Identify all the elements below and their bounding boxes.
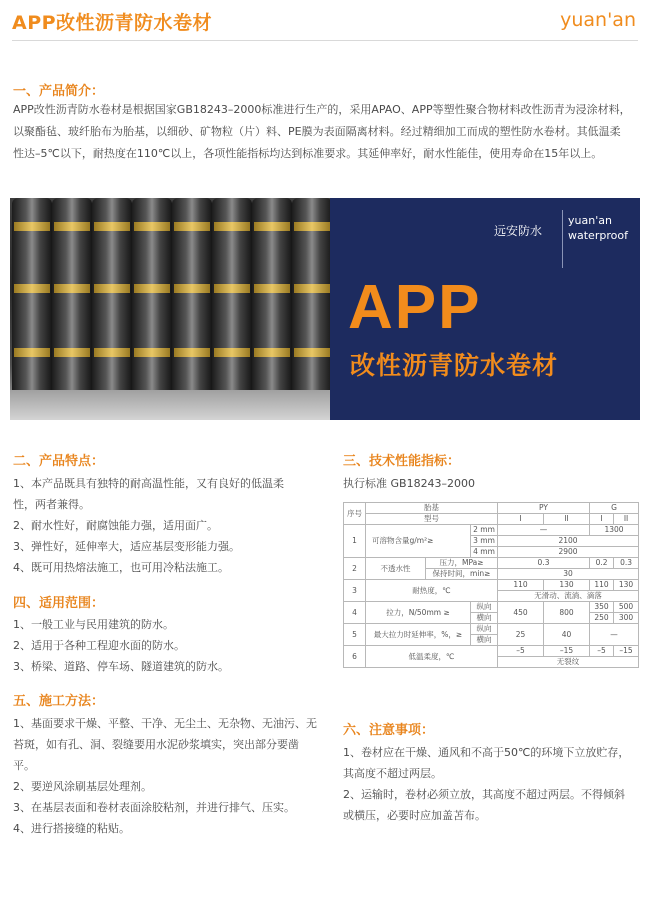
roll-image: [92, 198, 132, 398]
table-cell: 压力，MPa≥: [426, 558, 498, 569]
table-header-base: 胎基: [366, 503, 498, 514]
table-cell: 350: [590, 602, 614, 613]
list-item: 1、一般工业与民用建筑的防水。: [13, 618, 174, 631]
table-cell: 6: [344, 646, 366, 668]
table-cell: –5: [498, 646, 544, 657]
table-cell: 250: [590, 613, 614, 624]
table-row: [344, 503, 639, 514]
roll-image: [252, 198, 292, 398]
table-cell: 30: [498, 569, 639, 580]
table-row: [344, 514, 639, 525]
list-item: 3、桥梁、道路、停车场、隧道建筑的防水。: [13, 660, 229, 673]
list-item: 2、适用于各种工程迎水面的防水。: [13, 639, 185, 652]
table-row: [344, 525, 639, 536]
page-title: APP改性沥青防水卷材: [12, 12, 213, 34]
roll-image: [12, 198, 52, 398]
table-cell: 保持时间，min≥: [426, 569, 498, 580]
banner-cn-brand: 远安防水: [494, 224, 543, 238]
roll-image: [132, 198, 172, 398]
table-cell: 最大拉力时延伸率，%，≥: [366, 624, 471, 646]
table-cell: 纵向: [471, 602, 498, 613]
list-item: 3、弹性好，延伸率大，适应基层变形能力强。: [13, 540, 240, 553]
table-row: [344, 580, 639, 591]
table-cell: 2100: [498, 536, 639, 547]
table-header-py: PY: [498, 503, 590, 514]
table-cell: 无滑动、流淌、滴落: [498, 591, 639, 602]
roll-image: [52, 198, 92, 398]
table-cell: 110: [590, 580, 614, 591]
list-item: 2、耐水性好，耐腐蚀能力强，适用面广。: [13, 519, 218, 532]
list-item: 其高度不超过两层。: [343, 767, 442, 780]
table-cell: 0.3: [498, 558, 590, 569]
table-cell: 40: [544, 624, 590, 646]
floor: [10, 390, 330, 420]
table-header-no: 序号: [344, 503, 366, 525]
table-row: [344, 602, 639, 613]
table-cell: 无裂纹: [498, 657, 639, 668]
list-item: 性，两者兼得。: [13, 498, 90, 511]
features-list: [13, 473, 328, 578]
table-cell: –15: [614, 646, 639, 657]
table-cell: 4: [344, 602, 366, 624]
table-cell: 低温柔度，℃: [366, 646, 498, 668]
method-list: [13, 713, 328, 839]
banner-big-title: APP: [348, 273, 482, 342]
list-item: 1、本产品既具有独特的耐高温性能，又有良好的低温柔: [13, 477, 284, 490]
table-cell: 横向: [471, 613, 498, 624]
table-cell: 2: [344, 558, 366, 580]
table-cell: 3 mm: [471, 536, 498, 547]
list-item: 或横压，必要时应加盖苫布。: [343, 809, 486, 822]
table-cell: 4 mm: [471, 547, 498, 558]
list-item: 平。: [13, 759, 35, 772]
product-banner: [10, 198, 640, 420]
section-notes-heading: 六、注意事项：: [343, 723, 435, 738]
table-cell: 纵向: [471, 624, 498, 635]
banner-title-panel: [330, 198, 640, 420]
section-scope-heading: 四、适用范围：: [13, 596, 105, 611]
banner-subtitle: 改性沥青防水卷材: [350, 351, 559, 380]
table-cell: 可溶物含量g/m²≥: [366, 525, 471, 558]
section-method-heading: 五、施工方法：: [13, 694, 105, 709]
notes-list: [343, 742, 643, 826]
table-cell: 25: [498, 624, 544, 646]
banner-divider: [562, 210, 563, 268]
table-cell: 1300: [590, 525, 639, 536]
product-photo: [10, 198, 330, 420]
list-item: 1、基面要求干燥、平整、干净、无尘土、无杂物、无油污、无: [13, 717, 317, 730]
roll-image: [172, 198, 212, 398]
table-cell: I: [498, 514, 544, 525]
table-cell: II: [544, 514, 590, 525]
table-cell: —: [590, 624, 639, 646]
table-cell: II: [614, 514, 639, 525]
table-cell: I: [590, 514, 614, 525]
intro-line: 以聚酯毡、玻纤胎布为胎基，以细砂、矿物粒（片）料、PE膜为表面隔离材料。经过精细加工而成的塑性防水卷材。其低温柔: [13, 125, 621, 138]
table-cell: –15: [544, 646, 590, 657]
section-features-heading: 二、产品特点：: [13, 454, 105, 469]
list-item: 1、卷材应在干燥、通风和不高于50℃的环境下立放贮存，: [343, 746, 630, 759]
table-row: [344, 646, 639, 657]
section-spec-heading: 三、技术性能指标：: [343, 454, 461, 469]
list-item: 2、要逆风涂刷基层处理剂。: [13, 780, 152, 793]
roll-image: [212, 198, 252, 398]
list-item: 3、在基层表面和卷材表面涂胶粘剂，并进行排气、压实。: [13, 801, 295, 814]
intro-paragraph: [13, 99, 643, 165]
table-cell: 130: [614, 580, 639, 591]
table-cell: 3: [344, 580, 366, 602]
table-cell: 2 mm: [471, 525, 498, 536]
list-item: 4、既可用热熔法施工，也可用冷粘法施工。: [13, 561, 229, 574]
table-cell: 不透水性: [366, 558, 426, 580]
list-item: 4、进行搭接缝的粘贴。: [13, 822, 130, 835]
table-cell: 2900: [498, 547, 639, 558]
table-cell: 1: [344, 525, 366, 558]
intro-line: 性达–5℃以下，耐热度在110℃以上，各项性能指标均达到标准要求。其延伸率好，耐水性能佳，使用寿命在15年以上。: [13, 147, 603, 160]
banner-en-brand-line1: yuan'an: [568, 214, 612, 227]
brand-name: yuan'an: [560, 9, 636, 31]
standard-line: 执行标准 GB18243–2000: [343, 477, 476, 490]
page-header: [0, 0, 650, 44]
table-row: [344, 558, 639, 569]
table-row: [344, 624, 639, 635]
scope-list: [13, 614, 328, 677]
table-cell: 拉力，N/50mm ≥: [366, 602, 471, 624]
spec-table: [343, 502, 639, 668]
table-cell: 0.3: [614, 558, 639, 569]
table-header-g: G: [590, 503, 639, 514]
table-cell: 450: [498, 602, 544, 624]
table-cell: 0.2: [590, 558, 614, 569]
banner-en-brand-line2: waterproof: [568, 229, 628, 242]
table-header-model: 型号: [366, 514, 498, 525]
table-cell: 500: [614, 602, 639, 613]
section-intro-heading: 一、产品简介：: [13, 84, 105, 99]
list-item: 苔斑，如有孔、洞、裂缝要用水泥砂浆填实，突出部分要凿: [13, 738, 299, 751]
roll-image: [292, 198, 330, 398]
table-cell: —: [498, 525, 590, 536]
table-cell: 耐热度，℃: [366, 580, 498, 602]
header-divider: [12, 40, 638, 41]
table-cell: 130: [544, 580, 590, 591]
table-cell: 800: [544, 602, 590, 624]
table-cell: 5: [344, 624, 366, 646]
table-cell: 300: [614, 613, 639, 624]
intro-line: APP改性沥青防水卷材是根据国家GB18243–2000标准进行生产的，采用APAO、APP等塑性聚合物材料改性沥青为浸涂材料，: [13, 103, 631, 116]
table-cell: –5: [590, 646, 614, 657]
table-cell: 横向: [471, 635, 498, 646]
table-cell: 110: [498, 580, 544, 591]
list-item: 2、运输时，卷材必须立放，其高度不超过两层。不得倾斜: [343, 788, 625, 801]
banner-en-brand: [568, 213, 628, 243]
